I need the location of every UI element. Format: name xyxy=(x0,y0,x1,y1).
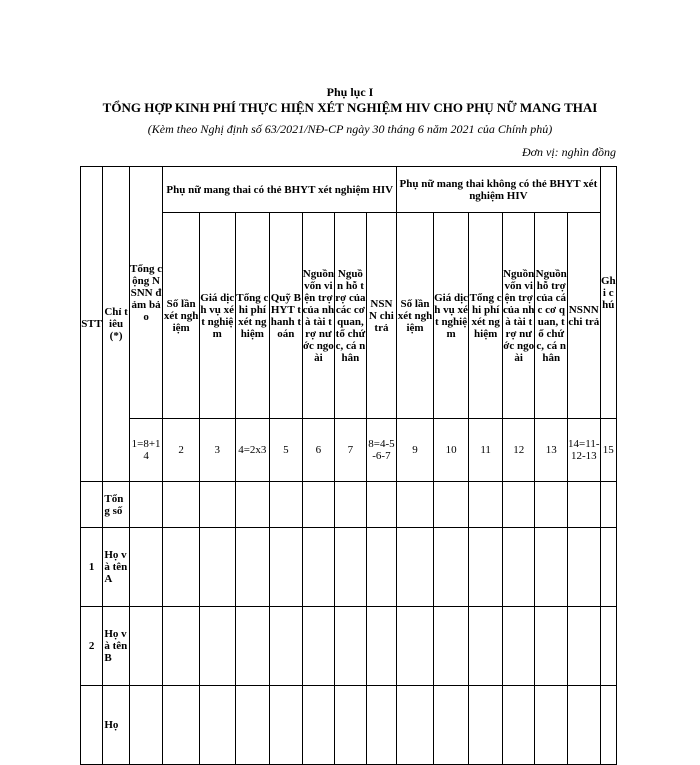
header-uninsured-col: NSNN chi trả xyxy=(567,213,600,419)
table-cell xyxy=(535,528,568,607)
table-cell xyxy=(270,607,303,686)
table-cell xyxy=(366,482,397,528)
table-row xyxy=(81,686,617,765)
table-cell xyxy=(163,607,200,686)
row-stt: 1 xyxy=(81,528,103,607)
data-rows xyxy=(81,482,617,765)
table-cell xyxy=(600,528,616,607)
table-cell xyxy=(567,482,600,528)
table-cell xyxy=(163,482,200,528)
table-cell xyxy=(567,528,600,607)
column-number: 12 xyxy=(502,419,535,482)
table-cell xyxy=(129,686,163,765)
header-uninsured-col: Tổng chi phí xét nghiệm xyxy=(469,213,503,419)
column-number: 8=4-5-6-7 xyxy=(366,419,397,482)
table-cell xyxy=(469,528,503,607)
table-cell xyxy=(335,607,367,686)
table-cell xyxy=(397,607,434,686)
table-cell xyxy=(397,686,434,765)
header-insured-col: Quỹ BHYT thanh toán xyxy=(270,213,303,419)
column-number: 7 xyxy=(335,419,367,482)
table-cell xyxy=(270,482,303,528)
table-cell xyxy=(535,686,568,765)
table-cell xyxy=(129,607,163,686)
column-number: 6 xyxy=(302,419,335,482)
header-uninsured-col: Nguồn vốn viện trợ của nhà tài trợ nước ngoài xyxy=(502,213,535,419)
table-cell xyxy=(163,528,200,607)
header-uninsured-col: Số lần xét nghiệm xyxy=(397,213,434,419)
table-cell xyxy=(567,607,600,686)
row-label: Tổng số xyxy=(103,482,129,528)
table-cell xyxy=(366,686,397,765)
header-total: Tổng cộng NSNN đảm bảo xyxy=(129,167,163,419)
table-cell xyxy=(235,607,270,686)
expense-table xyxy=(80,166,617,765)
row-label: Họ xyxy=(103,686,129,765)
table-cell xyxy=(502,482,535,528)
table-cell xyxy=(535,607,568,686)
table-cell xyxy=(600,607,616,686)
table-cell xyxy=(397,528,434,607)
header-group-uninsured: Phụ nữ mang thai không có thẻ BHYT xét nghiệm HIV xyxy=(397,167,600,213)
header-group-insured: Phụ nữ mang thai có thẻ BHYT xét nghiệm HIV xyxy=(163,167,397,213)
header-insured-col: Nguồn hỗ trợ của các cơ quan, tổ chức, cá nhân xyxy=(335,213,367,419)
document-subtitle: (Kèm theo Nghị định số 63/2021/NĐ-CP ngày 30 tháng 6 năm 2021 của Chính phủ) xyxy=(147,122,553,136)
row-stt: 2 xyxy=(81,607,103,686)
table-cell xyxy=(270,528,303,607)
header-uninsured-col: Nguồn hỗ trợ của các cơ quan, tổ chức, cá nhân xyxy=(535,213,568,419)
table-cell xyxy=(397,482,434,528)
table-cell xyxy=(502,528,535,607)
table-cell xyxy=(366,528,397,607)
column-number: 9 xyxy=(397,419,434,482)
table-cell xyxy=(199,528,235,607)
header-stt: STT xyxy=(81,167,103,482)
table-cell xyxy=(235,528,270,607)
header-notes: Ghi chú xyxy=(600,167,616,419)
column-number: 10 xyxy=(433,419,469,482)
header-indicator: Chỉ tiêu (*) xyxy=(103,167,129,482)
title-block xyxy=(0,85,700,137)
header-insured-col: NSNN chi trả xyxy=(366,213,397,419)
table-row xyxy=(81,607,617,686)
header-insured-col: Số lần xét nghiệm xyxy=(163,213,200,419)
header-uninsured-col: Giá dịch vụ xét nghiệm xyxy=(433,213,469,419)
table-cell xyxy=(433,528,469,607)
table-cell xyxy=(199,607,235,686)
table-row xyxy=(81,528,617,607)
column-number: 13 xyxy=(535,419,568,482)
table-cell xyxy=(335,686,367,765)
column-number: 14=11-12-13 xyxy=(567,419,600,482)
table-cell xyxy=(302,686,335,765)
table-cell xyxy=(469,686,503,765)
table-cell xyxy=(366,607,397,686)
column-number: 2 xyxy=(163,419,200,482)
table-cell xyxy=(469,482,503,528)
row-label: Họ và tên A xyxy=(103,528,129,607)
table-cell xyxy=(335,528,367,607)
appendix-label: Phụ lục I xyxy=(326,85,374,99)
table-cell xyxy=(270,686,303,765)
row-stt xyxy=(81,686,103,765)
header-insured-col: Tổng chi phí xét nghiệm xyxy=(235,213,270,419)
table-cell xyxy=(302,607,335,686)
table-cell xyxy=(433,686,469,765)
table-cell xyxy=(433,607,469,686)
column-number: 5 xyxy=(270,419,303,482)
table-cell xyxy=(502,686,535,765)
column-number: 4=2x3 xyxy=(235,419,270,482)
table-cell xyxy=(302,482,335,528)
table-cell xyxy=(433,482,469,528)
column-number: 11 xyxy=(469,419,503,482)
row-label: Họ và tên B xyxy=(103,607,129,686)
row-stt xyxy=(81,482,103,528)
table-cell xyxy=(335,482,367,528)
header-insured-col: Giá dịch vụ xét nghiệm xyxy=(199,213,235,419)
table-cell xyxy=(502,607,535,686)
table-cell xyxy=(199,482,235,528)
table-cell xyxy=(600,686,616,765)
document-title: TỔNG HỢP KINH PHÍ THỰC HIỆN XÉT NGHIỆM HIV CHO PHỤ NỮ MANG THAI xyxy=(102,100,598,115)
table-cell xyxy=(469,607,503,686)
table-cell xyxy=(600,482,616,528)
table-cell xyxy=(235,686,270,765)
table-cell xyxy=(535,482,568,528)
table-row xyxy=(81,482,617,528)
column-number: 3 xyxy=(199,419,235,482)
header-insured-col: Nguồn vốn viện trợ của nhà tài trợ nước ngoài xyxy=(302,213,335,419)
table-cell xyxy=(199,686,235,765)
table-cell xyxy=(129,528,163,607)
column-number: 1=8+14 xyxy=(129,419,163,482)
table-cell xyxy=(235,482,270,528)
table-cell xyxy=(567,686,600,765)
table-cell xyxy=(302,528,335,607)
table-cell xyxy=(129,482,163,528)
unit-label: Đơn vị: nghìn đồng xyxy=(521,145,616,159)
column-number: 15 xyxy=(600,419,616,482)
table-cell xyxy=(163,686,200,765)
